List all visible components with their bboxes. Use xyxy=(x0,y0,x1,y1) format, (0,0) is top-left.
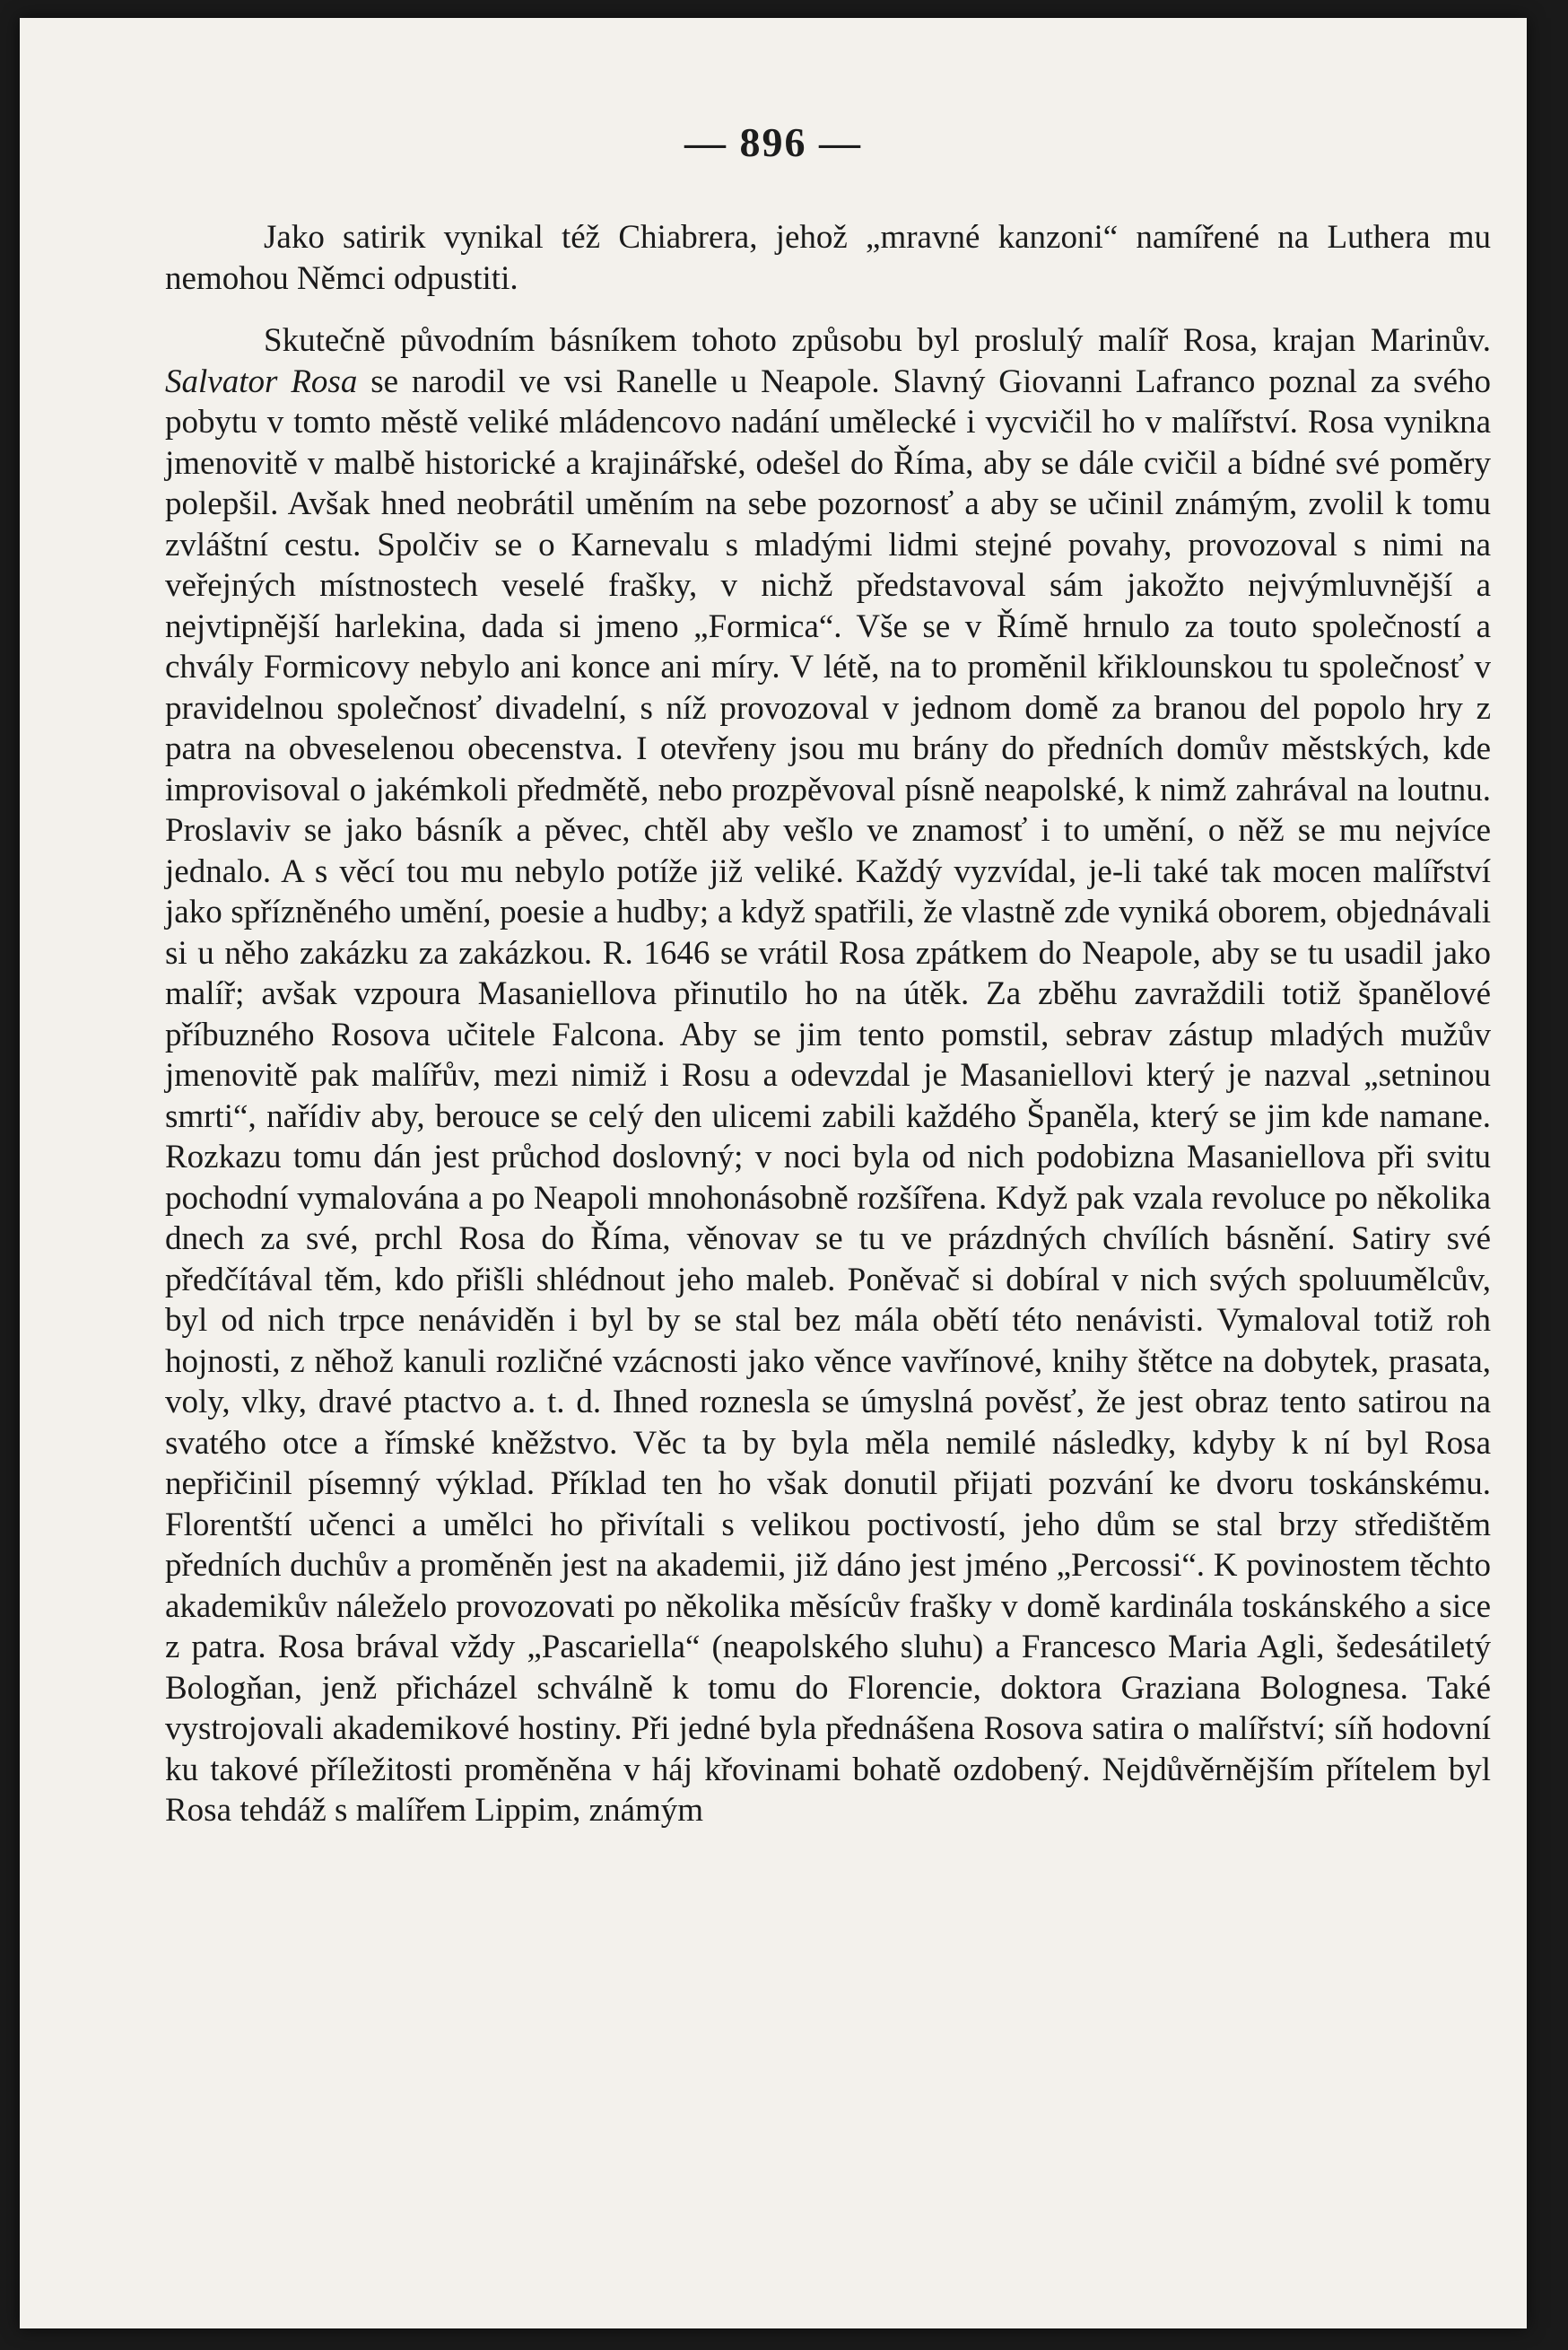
paragraph-text-rest: se narodil ve vsi Ranelle u Neapole. Slavný Giovanni Lafranco poznal za svého pobytu v tomto městě veliké mládencovo nadání umělecké i vycvičil ho v malířství. Rosa vynikna jmenovitě v malbě historické a krajinářské, odešel do Říma, aby se dále cvičil a bídné své poměry polepšil. Avšak hned neobrátil uměním na sebe pozornosť a aby se učinil známým, zvolil k tomu zvláštní cestu. Spolčiv se o Karnevalu s mladými lidmi stejné povahy, provozoval s nimi na veřejných místnostech veselé frašky, v nichž představoval sám jakožto nejvýmluvnější a nejvtipnější harlekina, dada si jmeno „Formica“. Vše se v Římě hrnulo za touto společností a chvály Formicovy nebylo ani konce ani míry. V létě, na to proměnil křiklounskou tu společnosť v pravidelnou společnosť divadelní, s níž provozoval v jednom domě za branou del popolo hry z patra na obveselenou obecenstva. I otevřeny jsou mu brány do předních domův městských, kde improvisoval o jakémkoli předmětě, nebo prozpěvoval písně neapolské, k nimž zahrával na loutnu. Proslaviv se jako básník a pěvec, chtěl aby vešlo ve znamosť i to umění, o něž se mu nejvíce jednalo. A s věcí tou mu nebylo potíže již veliké. Každý vyzvídal, je-li také tak mocen malířství jako spřízněného umění, poesie a hudby; a když spatřili, že vlastně zde vyniká oborem, objednávali si u něho zakázku za zakázkou. R. 1646 se vrátil Rosa zpátkem do Neapole, aby se tu usadil jako malíř; avšak vzpoura Masaniellova přinutilo ho na útěk. Za zběhu zavraždili totiž španělové příbuzného Rosova učitele Falcona. Aby se jim tento pomstil, sebrav zástup mladých mužův jmenovitě pak malířův, mezi nimiž i Rosu a odevzdal je Masaniellovi který je nazval „setninou smrti“, nařídiv aby, berouce se celý den ulicemi zabili každého Španěla, který se jim kde namane. Rozkazu tomu dán jest průchod doslovný; v noci byla od nich podobizna Masaniellova při svitu pochodní vymalována a po Neapoli mnohonásobně rozšířena. Když pak vzala revoluce po několika dnech za své, prchl Rosa do Říma, věnovav se tu ve prázdných chvílích básnění. Satiry své předčítával těm, kdo přišli shlédnout jeho maleb. Poněvač si dobíral v nich svých spoluumělcův, byl od nich trpce nenáviděn i byl by se stal bez mála obětí této nenávisti. Vymaloval totiž roh hojnosti, z něhož kanuli rozličné vzácnosti jako věnce vavřínové, knihy štětce na dobytek, prasata, voly, vlky, dravé ptactvo a. t. d. Ihned roznesla se úmyslná pověsť, že jest obraz tento satirou na svatého otce a římské kněžstvo. Věc ta by byla měla nemilé následky, kdyby k ní byl Rosa nepřičinil písemný výklad. Příklad ten ho však donutil přijati pozvání ke dvoru toskánskému. Florentští učenci a umělci ho přivítali s velikou poctivostí, jeho dům se stal brzy středištěm předních duchův a proměněn jest na akademii, již dáno jest jméno „Percossi“. K povinostem těchto akademikův náleželo provozovati po několika měsícův frašky v domě kardinála toskánského a sice z patra. Rosa brával vždy „Pascariella“ (neapolského sluhu) a Francesco Maria Agli, šedesátiletý Bologňan, jenž přicházel schválně k tomu do Florencie, doktora Graziana Bolognesa. Také vystrojovali akademikové hostiny. Při jedné byla přednášena Rosova satira o malířství; síň hodovní ku takové příležitosti proměněna v háj křovinami bohatě ozdobený. Nejdůvěrnějším přítelem byl Rosa tehdáž s malířem Lippim, známým xyxy=(165,363,1492,1829)
page-number: — 896 — xyxy=(684,119,862,165)
paragraph-text: Jako satirik vynikal též Chiabrera, jehož „mravné kanzoni“ namířené na Luthera mu nemohou Němci odpustiti. xyxy=(165,219,1491,297)
paragraph-chiabrera xyxy=(165,217,1491,299)
italic-name: Salvator Rosa xyxy=(165,363,358,400)
paragraph-salvator-rosa xyxy=(165,320,1491,1831)
paragraph-text-start: Skutečně původním básníkem tohoto způsobu byl proslulý malíř Rosa, krajan Marinův. xyxy=(264,322,1491,359)
book-page xyxy=(20,18,1527,2328)
body-text xyxy=(165,217,1491,1831)
